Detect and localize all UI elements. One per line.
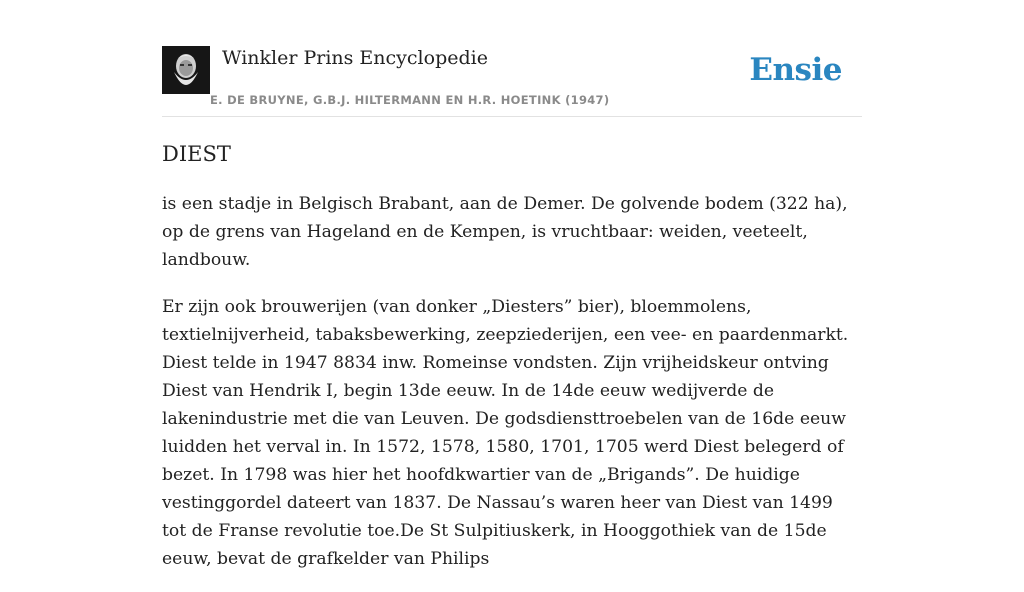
source-header [162,46,862,117]
source-avatar-icon[interactable] [162,46,210,94]
article-headword: DIEST [162,142,231,166]
source-authors: E. DE BRUYNE, G.B.J. HILTERMANN EN H.R. HOETINK (1947) [210,93,610,107]
article [162,138,862,592]
ensie-logo[interactable]: Ensie [749,52,842,88]
source-title[interactable]: Winkler Prins Encyclopedie [222,47,488,69]
article-paragraph: is een stadje in Belgisch Brabant, aan de Demer. De golvende bodem (322 ha), op de grens van Hageland en de Kempen, is vruchtbaar: weiden, veeteelt, landbouw. [162,194,848,270]
article-paragraph: Er zijn ook brouwerijen (van donker „Diesters” bier), bloemmolens, textielnijverheid, tabaksbewerking, zeepziederijen, een vee- en paardenmarkt. Diest telde in 1947 8834 inw. Romeinse vondsten. Zijn vrijheidskeur ontving Diest van Hendrik I, begin 13de eeuw. In de 14de eeuw wedijverde de lakenindustrie met die van Leuven. De godsdiensttroebelen van de 16de eeuw luidden het verval in. In 1572, 1578, 1580, 1701, 1705 werd Diest belegerd of bezet. In 1798 was hier het hoofdkwartier van de „Brigands”. De huidige vestinggordel dateert van 1837. De Nassau’s waren heer van Diest van 1499 tot de Franse revolutie toe.De St Sulpitiuskerk, in Hooggothiek van de 15de eeuw, bevat de grafkelder van Philips [162,297,849,569]
